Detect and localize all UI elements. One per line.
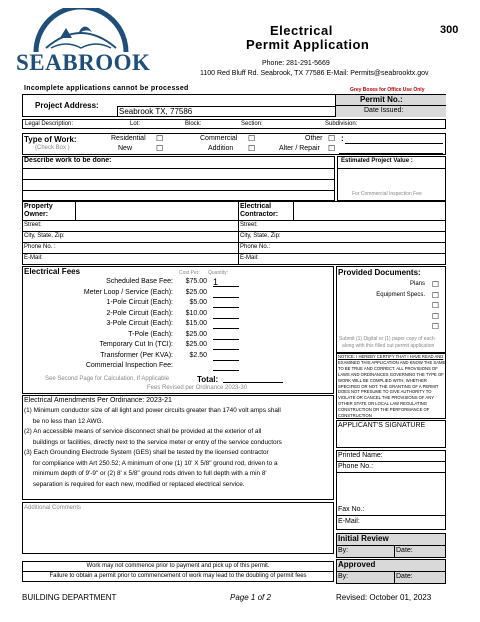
- section-label: Section:: [241, 121, 263, 127]
- footer-department: BUILDING DEPARTMENT: [22, 593, 117, 602]
- printed-name-row[interactable]: [337, 451, 445, 462]
- applicant-phone-row[interactable]: [337, 462, 445, 473]
- contractor-phone-row[interactable]: [239, 242, 445, 253]
- amendment-line: (3) Each Grounding Electrode System (GES) shall be tested by the licensed contractor: [24, 449, 269, 456]
- fee-cost: $25.00: [185, 288, 207, 296]
- commercial-checkbox[interactable]: ☐: [248, 134, 256, 143]
- document-checkbox[interactable]: ☐: [431, 322, 439, 331]
- document-checkbox[interactable]: ☐: [431, 290, 439, 300]
- amendment-line: for compliance with Art 250.52; A minimum of one (1) 10' X 5/8" ground rod, driven to a: [24, 459, 278, 467]
- approved-label: Approved: [338, 560, 376, 569]
- initial-review-header: [337, 534, 445, 546]
- signature-box[interactable]: [336, 420, 446, 448]
- logo-text: SEABROOK: [16, 50, 151, 75]
- amendment-line: separation is required for each new, modified or replaced electrical service.: [24, 480, 245, 488]
- additional-comments-section[interactable]: [22, 502, 334, 554]
- contractor-email-label: E-Mail:: [240, 255, 259, 261]
- estimated-value-label: Estimated Project Value :: [341, 158, 413, 164]
- fee-row: [23, 299, 335, 309]
- submit-note-1: Submit (1) Digital or (1) paper copy of each: [339, 336, 435, 342]
- permit-no-field: [335, 95, 446, 106]
- fee-quantity-field[interactable]: [213, 320, 239, 329]
- printed-name-label: Printed Name:: [338, 452, 383, 459]
- project-address-value: Seabrook TX, 77586: [119, 107, 193, 116]
- owner-phone-label: Phone No. :: [24, 244, 56, 250]
- fee-cost: $5.00: [189, 299, 207, 306]
- new-checkbox[interactable]: ☐: [156, 144, 164, 153]
- amendment-line: (2) An accessible means of service disconnect shall be provided at the exterior of all: [24, 428, 262, 435]
- describe-work-line-3[interactable]: [23, 190, 334, 201]
- total-field[interactable]: [223, 373, 283, 383]
- fee-row: [23, 289, 335, 299]
- signature-label: APPLICANT'S SIGNATURE: [338, 422, 426, 429]
- owner-city-label: City, State, Zip:: [24, 233, 65, 239]
- residential-label: Residential: [111, 135, 146, 142]
- fee-label: Scheduled Base Fee:: [106, 278, 173, 285]
- contractor-column: [239, 202, 445, 264]
- fee-cost: $10.00: [185, 309, 207, 317]
- contractor-city-label: City, State, Zip:: [240, 233, 281, 239]
- document-label: Equipment Specs.: [376, 291, 425, 298]
- header-phone: Phone: 281-291-5669: [262, 60, 330, 67]
- contractor-field[interactable]: [293, 202, 445, 220]
- notice-line: OTHER STATE OR LOCAL LAW REGULATING: [338, 401, 428, 407]
- fees-title: Electrical Fees: [24, 267, 81, 276]
- check-box-hint: (Check Box ): [35, 145, 70, 151]
- additional-comments-label: Additional Comments: [24, 505, 82, 511]
- applicant-info: [336, 450, 446, 530]
- incomplete-notice: Incomplete applications cannot be processed: [24, 85, 189, 92]
- initial-review-date: [395, 546, 445, 557]
- see-second-page: See Second Page for Calculation, If Applicable: [45, 376, 170, 382]
- document-checkbox[interactable]: ☐: [431, 311, 439, 321]
- owner-phone-row[interactable]: [23, 242, 238, 253]
- commercial-fee-note: For Commercial Inspection Fee: [352, 191, 422, 197]
- other-specify-field-2[interactable]: [339, 151, 443, 154]
- property-owner-field[interactable]: [75, 202, 239, 220]
- fee-cost: $15.00: [185, 320, 207, 327]
- header-address-email: 1100 Red Bluff Rd. Seabrook, TX 77586 E-Mail: Permits@seabrooktx.gov: [200, 70, 429, 77]
- parties-section: [22, 201, 446, 265]
- seabrook-logo: [16, 8, 151, 78]
- amendment-line: minimum depth of 9'-9" or (2) 8' x 5/8" ground rods driven to full depth with a min 8': [24, 470, 267, 477]
- fee-cost: $25.00: [185, 330, 207, 338]
- approved-by: [337, 572, 395, 583]
- fee-label: 2-Pole Circuit (Each):: [106, 309, 173, 317]
- fee-cost: $2.50: [189, 351, 207, 359]
- quantity-label: Quantity:: [208, 270, 229, 276]
- fee-label: Temporary Cut In (TCI):: [99, 341, 173, 348]
- footer-page: Page 1 of 2: [230, 593, 271, 602]
- cost-per-label: Cost Per:: [179, 270, 200, 276]
- describe-work-label: Describe work to be done:: [24, 157, 112, 164]
- footer-notice-2: Failure to obtain a permit prior to commencement of work may lead to the doubling of permit fees: [49, 573, 307, 579]
- addition-label: Addition: [208, 145, 234, 152]
- document-checkbox[interactable]: ☐: [431, 280, 439, 289]
- approved-box: [336, 559, 446, 584]
- owner-street-row[interactable]: [23, 220, 238, 231]
- approved-date: [395, 572, 445, 583]
- title-line-1: Electrical: [270, 23, 333, 38]
- contractor-city-row[interactable]: [239, 231, 445, 242]
- alter-repair-label: Alter / Repair: [279, 145, 320, 152]
- fee-quantity-field[interactable]: [213, 341, 239, 350]
- notice-line: CONSTRUCTION: [338, 413, 372, 419]
- notice-line: DOES NOT PRESUME TO GIVE AUTHORITY TO: [338, 389, 432, 395]
- title-line-2: Permit Application: [246, 37, 370, 52]
- applicant-fax-row[interactable]: [337, 505, 445, 516]
- fee-label: 1-Pole Circuit (Each):: [106, 299, 173, 306]
- other-specify-field[interactable]: [345, 141, 443, 144]
- project-address-section: [22, 94, 446, 117]
- contractor-street-row[interactable]: [239, 220, 445, 231]
- approved-date-label: Date:: [396, 573, 413, 580]
- alter-repair-checkbox[interactable]: ☐: [328, 144, 336, 153]
- notice-line: TO BE TRUE AND CORRECT. ALL PROVISIONS OF: [338, 365, 438, 371]
- document-row: [337, 291, 445, 302]
- documents-list: [337, 280, 445, 333]
- fee-row: [23, 278, 335, 288]
- initial-review-label: Initial Review: [338, 534, 389, 543]
- owner-street-label: Street:: [24, 222, 42, 228]
- contractor-street-label: Street:: [240, 222, 258, 228]
- permit-no-label: Permit No.:: [360, 95, 403, 104]
- property-owner-label: Property Owner:: [24, 203, 53, 218]
- applicant-email-label: E-Mail:: [338, 518, 360, 525]
- fee-quantity-field[interactable]: [213, 310, 239, 319]
- notice-line: LAWS AND ORDINANCES GOVERNING THE TYPE OF: [338, 371, 444, 377]
- amendments-title: Electrical Amendments Per Ordinance: 2023-21: [24, 397, 172, 404]
- fees-revised: Fees Revised per Ordinance 2023-30: [147, 385, 248, 391]
- amendment-line: buildings or facilities, directly next to the service meter or entry of the service conductors: [24, 438, 282, 446]
- fee-quantity-field[interactable]: [213, 289, 239, 298]
- fee-label: 3-Pole Circuit (Each):: [106, 320, 173, 327]
- block-label: Block:: [185, 121, 202, 127]
- amendments-list: [24, 406, 334, 490]
- describe-work-line-1[interactable]: [23, 168, 334, 179]
- approved-by-label: By:: [338, 573, 349, 580]
- estimated-value-field[interactable]: [338, 168, 445, 190]
- other-checkbox[interactable]: ☐: [328, 134, 336, 143]
- owner-city-row[interactable]: [23, 231, 238, 242]
- fee-row: [23, 320, 335, 330]
- fee-label: T-Pole (Each):: [128, 330, 173, 338]
- initial-review-date-label: Date:: [396, 547, 413, 554]
- footer-notice-box: [22, 561, 334, 582]
- notice-line: SPECIFIED OR NOT. THE GRANTING OF A PERMIT: [338, 383, 439, 389]
- document-row: [337, 301, 445, 312]
- notice-lines: [337, 354, 445, 419]
- estimated-value-section: [337, 156, 446, 201]
- documents-title: Provided Documents:: [338, 268, 421, 277]
- footer-notice-1: Work may not commence prior to payment and pick up of this permit.: [23, 562, 333, 572]
- applicant-phone-label: Phone No.:: [338, 463, 374, 470]
- project-address-label: Project Address:: [35, 101, 99, 110]
- describe-work-line-2[interactable]: [23, 179, 334, 190]
- total-label: Total:: [197, 375, 219, 384]
- legal-label: Legal Description:: [25, 121, 74, 127]
- notice-line: EXAMINED THIS APPLICATION AND KNOW THE SAME: [338, 359, 446, 365]
- fee-cost: $25.00: [185, 341, 207, 348]
- other-colon: :: [341, 134, 344, 143]
- residential-checkbox[interactable]: ☐: [156, 134, 164, 143]
- describe-work-section: [22, 156, 335, 201]
- form-number: 300: [440, 24, 459, 36]
- type-of-work-label: Type of Work:: [24, 135, 77, 144]
- fee-label: Transformer (Per KVA):: [100, 351, 173, 359]
- fee-label: Commercial Inspection Fee:: [85, 362, 173, 369]
- document-row: [337, 280, 445, 291]
- initial-review-by-label: By:: [338, 547, 349, 554]
- contractor-email-row[interactable]: [239, 253, 445, 264]
- fee-quantity-field[interactable]: [213, 362, 239, 371]
- notice-line: WORK WILL BE COMPLIED WITH, WHETHER: [338, 377, 427, 383]
- contractor-phone-label: Phone No.:: [240, 244, 271, 250]
- submit-note-2: along with this filled out permit application: [342, 343, 435, 349]
- owner-email-label: E-Mail:: [24, 255, 43, 261]
- subdivision-label: Subdivision:: [325, 121, 358, 127]
- fee-quantity-field[interactable]: [213, 331, 239, 340]
- document-row: [337, 322, 445, 333]
- lot-label: Lot:: [130, 121, 141, 127]
- amendments-section: [22, 395, 334, 500]
- date-issued-field: [335, 106, 446, 117]
- document-label: Plans: [409, 281, 425, 287]
- project-address-field[interactable]: [117, 106, 335, 117]
- applicant-fax-label: Fax No.:: [338, 506, 365, 513]
- initial-review-by: [337, 546, 395, 557]
- footer-revised: Revised: October 01, 2023: [336, 593, 432, 602]
- legal-description-row: [22, 119, 446, 129]
- fee-cost: $75.00: [185, 278, 207, 285]
- document-row: [337, 312, 445, 323]
- fee-quantity-field[interactable]: [213, 299, 239, 308]
- logo-seal-icon: [16, 8, 146, 54]
- new-label: New: [118, 145, 133, 152]
- fee-quantity-field[interactable]: 1: [213, 278, 239, 287]
- owner-column: [23, 202, 239, 264]
- date-issued-label: Date Issued:: [364, 107, 404, 114]
- notice-line: NOTICE: I HEREBY CERTIFY THAT I HAVE READ AND: [338, 354, 444, 359]
- fee-label: Meter Loop / Service (Each):: [83, 288, 173, 296]
- applicant-email-row[interactable]: [337, 517, 445, 528]
- notice-certification: [336, 353, 446, 419]
- electrical-contractor-label: Electrical Contractor:: [240, 203, 279, 218]
- fee-row: [23, 362, 335, 372]
- addition-checkbox[interactable]: ☐: [248, 144, 256, 153]
- fee-row: [23, 352, 335, 362]
- approved-header: [337, 560, 445, 572]
- owner-email-row[interactable]: [23, 253, 238, 264]
- notice-line: VIOLATE OR CANCEL THE PROVISIONS OF ANY: [338, 395, 435, 401]
- fee-quantity-field[interactable]: [213, 352, 239, 361]
- amendment-line: (1) Minimum conductor size of all light and power circuits greater than 1740 volt amps shall: [24, 407, 281, 414]
- fee-row: [23, 310, 335, 320]
- commercial-label: Commercial: [200, 135, 238, 142]
- initial-review-box: [336, 533, 446, 558]
- type-of-work-section: [22, 133, 446, 155]
- notice-line: CONSTRUCTION OR THE PERFORMANCE OF: [338, 407, 430, 413]
- fee-row: [23, 331, 335, 341]
- other-label: Other: [305, 135, 323, 142]
- fees-section: [22, 266, 334, 394]
- office-use-notice: Grey Boxes for Office Use Only: [350, 87, 425, 93]
- amendment-line: be no less than 12 AWG.: [24, 417, 104, 425]
- documents-section: [336, 266, 446, 353]
- document-checkbox[interactable]: ☐: [431, 301, 439, 310]
- fee-row: [23, 341, 335, 351]
